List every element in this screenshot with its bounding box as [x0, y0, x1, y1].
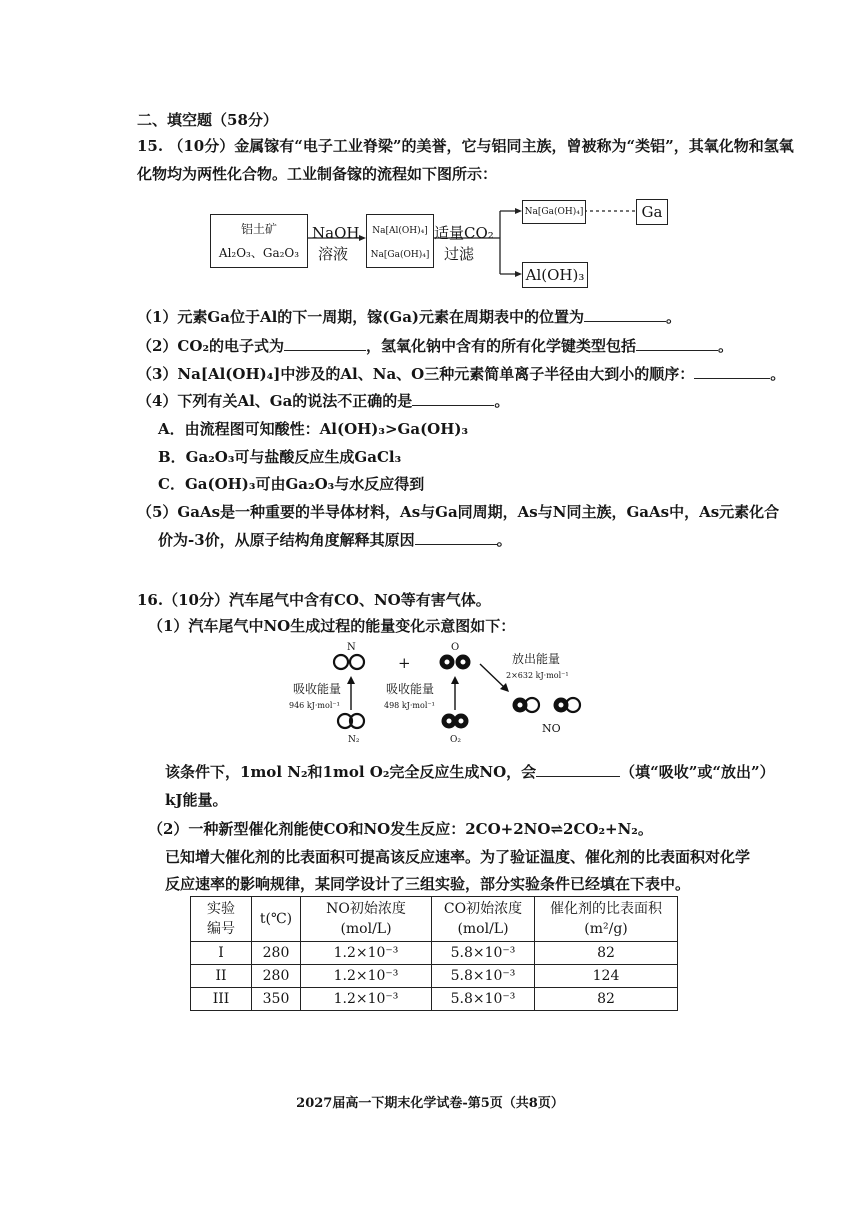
- header-experiment-id: 实验 编号: [191, 897, 252, 942]
- q15-part5-line2: 价为-3价，从原子结构角度解释其原因 。: [158, 531, 512, 549]
- absorb-value-1: 946 kJ·mol⁻¹: [289, 701, 340, 710]
- no-label: NO: [542, 722, 561, 735]
- absorb-value-2: 498 kJ·mol⁻¹: [384, 701, 435, 710]
- plus-sign: +: [398, 654, 411, 672]
- intermediate-al: Na[Al(OH)₄]: [372, 226, 428, 236]
- option-c: C．Ga(OH)₃可由Ga₂O₃与水反应得到: [158, 475, 425, 493]
- step2-reagent: 适量CO₂: [434, 224, 494, 242]
- experiment-table: [190, 896, 678, 1011]
- release-value: 2×632 kJ·mol⁻¹: [506, 671, 569, 680]
- q16-part1-unit: kJ能量。: [165, 791, 228, 809]
- n-atom-label: N: [347, 642, 356, 653]
- raw-material-label: 铝土矿: [240, 222, 277, 236]
- raw-material-formula: Al₂O₃、Ga₂O₃: [218, 246, 300, 260]
- table-row: I 280 1.2×10⁻³ 5.8×10⁻³ 82: [191, 942, 678, 965]
- q16-part1: （1）汽车尾气中NO生成过程的能量变化示意图如下：: [148, 617, 516, 635]
- absorb-label-1: 吸收能量: [293, 682, 342, 696]
- product-aloh3: Al(OH)₃: [525, 266, 585, 284]
- n2-label: N₂: [348, 735, 360, 745]
- header-co-concentration: CO初始浓度 (mol/L): [432, 897, 535, 942]
- q16-stem: 16.（10分）汽车尾气中含有CO、NO等有害气体。: [137, 591, 491, 609]
- option-b: B．Ga₂O₃可与盐酸反应生成GaCl₃: [158, 448, 402, 466]
- step2-operation: 过滤: [444, 245, 475, 263]
- product-ga-salt: Na[Ga(OH)₄]: [524, 207, 584, 217]
- n-atom: [334, 655, 348, 669]
- intermediate-ga: Na[Ga(OH)₄]: [370, 250, 430, 260]
- section-title: 二、填空题（58分）: [137, 111, 278, 129]
- table-row: II 280 1.2×10⁻³ 5.8×10⁻³ 124: [191, 965, 678, 988]
- q15-part1: （1）元素Ga位于Al的下一周期，镓(Ga)元素在周期表中的位置为 。: [137, 308, 682, 326]
- header-surface-area: 催化剂的比表面积 (m²/g): [535, 897, 678, 942]
- table-row: III 350 1.2×10⁻³ 5.8×10⁻³ 82: [191, 988, 678, 1011]
- page-footer: 2027届高一下期末化学试卷-第5页（共8页）: [296, 1096, 564, 1111]
- header-temperature: t(℃): [252, 897, 301, 942]
- q16-part1-answer: 该条件下，1mol N₂和1mol O₂完全反应生成NO，会 （填“吸收”或“放出”）: [165, 763, 775, 781]
- q16-part2-line3: 反应速率的影响规律，某同学设计了三组实验，部分实验条件已经填在下表中。: [165, 875, 691, 893]
- q15-part5-line1: （5）GaAs是一种重要的半导体材料，As与Ga同周期，As与N同主族，GaAs中，As元素化合: [137, 503, 780, 521]
- o2-label: O₂: [450, 735, 461, 745]
- q15-stem-line2: 化物均为两性化合物。工业制备镓的流程如下图所示：: [137, 165, 498, 183]
- q15-stem-line1: 15. （10分）金属镓有“电子工业脊梁”的美誉，它与铝同主族，曾被称为“类铝”，其氧化物和氢氧: [137, 137, 794, 155]
- answer-blank-6[interactable]: [536, 762, 620, 777]
- q15-part3: （3）Na[Al(OH)₄]中涉及的Al、Na、O三种元素简单离子半径由大到小的顺序： 。: [137, 365, 786, 383]
- o-atom-label: O: [451, 642, 460, 653]
- option-a: A．由流程图可知酸性：Al(OH)₃>Ga(OH)₃: [158, 420, 469, 438]
- absorb-label-2: 吸收能量: [386, 682, 435, 696]
- step1-reagent: NaOH: [312, 224, 360, 242]
- q15-part2: （2）CO₂的电子式为 ，氢氧化钠中含有的所有化学键类型包括 。: [137, 337, 734, 355]
- step1-solution: 溶液: [318, 245, 349, 263]
- product-ga: Ga: [641, 203, 663, 221]
- release-label: 放出能量: [512, 652, 561, 666]
- header-no-concentration: NO初始浓度 (mol/L): [301, 897, 432, 942]
- q15-part4: （4）下列有关Al、Ga的说法不正确的是 。: [137, 392, 510, 410]
- q16-part2-line2: 已知增大催化剂的比表面积可提高该反应速率。为了验证温度、催化剂的比表面积对化学: [165, 848, 751, 866]
- q16-part2: （2）一种新型催化剂能使CO和NO发生反应：2CO+2NO⇌2CO₂+N₂。: [148, 820, 653, 838]
- table-header-row: [191, 897, 678, 942]
